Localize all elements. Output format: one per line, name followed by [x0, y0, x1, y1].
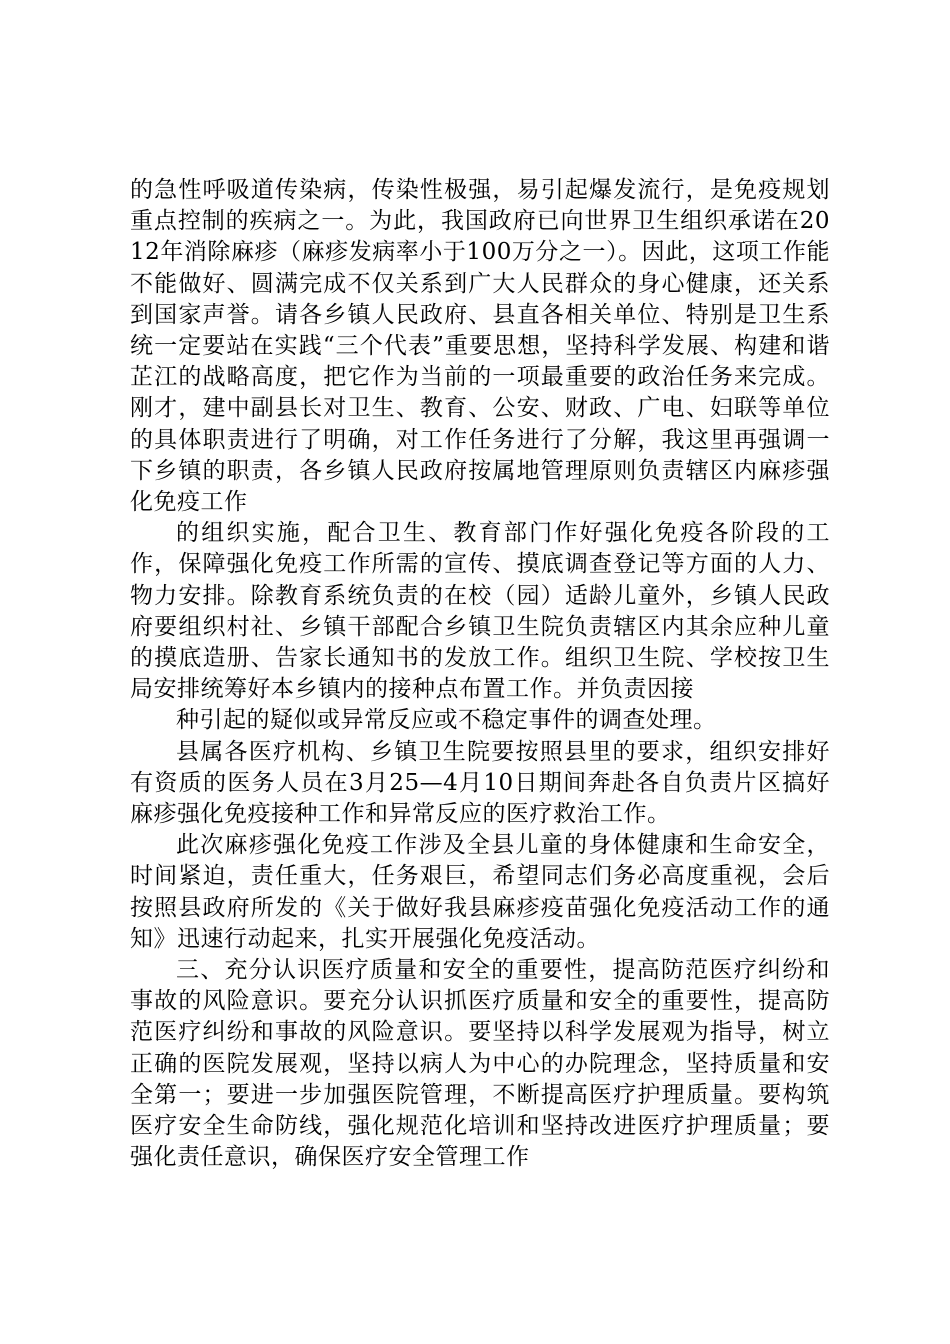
paragraph-4: 县属各医疗机构、乡镇卫生院要按照县里的要求，组织安排好有资质的医务人员在3月25—4月10日期间奔赴各自负责片区搞好麻疹强化免疫接种工作和异常反应的医疗救治工作。: [130, 738, 830, 828]
document-body: [130, 175, 830, 1174]
paragraph-1: 的急性呼吸道传染病，传染性极强，易引起爆发流行，是免疫规划重点控制的疾病之一。为此，我国政府已向世界卫生组织承诺在2012年消除麻疹（麻疹发病率小于100万分之一）。因此，这项工作能不能做好、圆满完成不仅关系到广大人民群众的身心健康，还关系到国家声誉。请各乡镇人民政府、县直各相关单位、特别是卫生系统一定要站在实践“三个代表”重要思想，坚持科学发展、构建和谐芷江的战略高度，把它作为当前的一项最重要的政治任务来完成。刚才，建中副县长对卫生、教育、公安、财政、广电、妇联等单位的具体职责进行了明确，对工作任务进行了分解，我这里再强调一下乡镇的职责，各乡镇人民政府按属地管理原则负责辖区内麻疹强化免疫工作: [130, 177, 830, 516]
paragraph-2: 的组织实施，配合卫生、教育部门作好强化免疫各阶段的工作，保障强化免疫工作所需的宣传、摸底调查登记等方面的人力、物力安排。除教育系统负责的在校（园）适龄儿童外，乡镇人民政府要组织村社、乡镇干部配合乡镇卫生院负责辖区内其余应种儿童的摸底造册、告家长通知书的发放工作。组织卫生院、学校按卫生局安排统筹好本乡镇内的接种点布置工作。并负责因接: [130, 520, 830, 703]
paragraph-5: 此次麻疹强化免疫工作涉及全县儿童的身体健康和生命安全，时间紧迫，责任重大，任务艰巨，希望同志们务必高度重视，会后按照县政府所发的《关于做好我县麻疹疫苗强化免疫活动工作的通知》迅速行动起来，扎实开展强化免疫活动。: [130, 832, 830, 952]
paragraph-6: 三、充分认识医疗质量和安全的重要性，提高防范医疗纠纷和事故的风险意识。要充分认识抓医疗质量和安全的重要性，提高防范医疗纠纷和事故的风险意识。要坚持以科学发展观为指导，树立正确的医院发展观，坚持以病人为中心的办院理念，坚持质量和安全第一；要进一步加强医院管理，不断提高医疗护理质量。要构筑医疗安全生命防线，强化规范化培训和坚持改进医疗护理质量；要强化责任意识，确保医疗安全管理工作: [130, 957, 830, 1171]
paragraph-3: 种引起的疑似或异常反应或不稳定事件的调查处理。: [176, 707, 717, 734]
